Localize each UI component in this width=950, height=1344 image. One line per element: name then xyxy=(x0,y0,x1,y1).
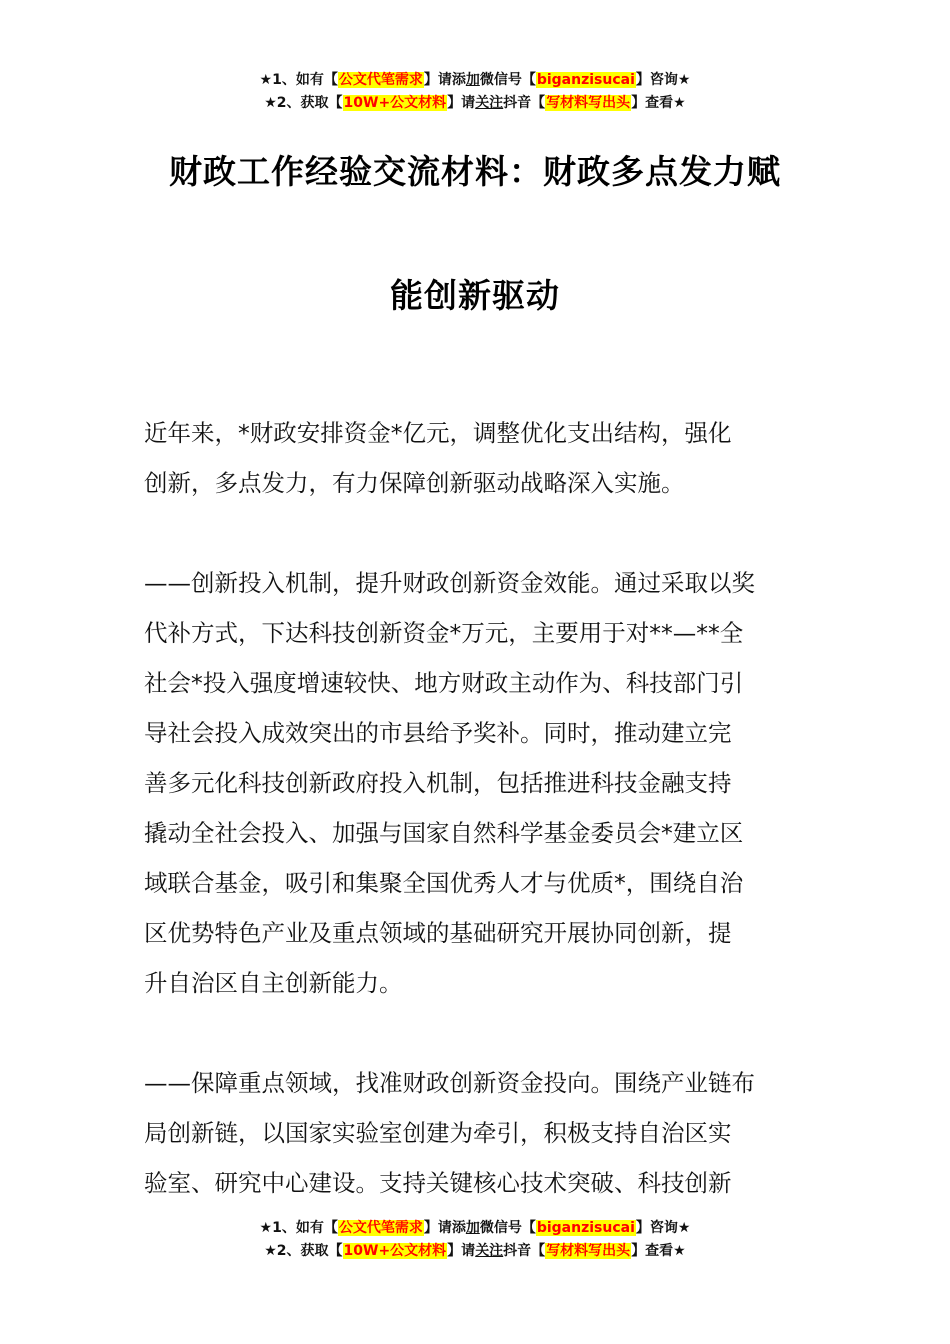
text-line: 导社会投入成效突出的市县给予奖补。同时，推动建立完 xyxy=(144,719,732,747)
text-line: 社会*投入强度增速较快、地方财政主动作为、科技部门引 xyxy=(144,669,744,697)
ad-highlight-wechat-id: biganzisucai xyxy=(536,1220,635,1236)
text-line: 代补方式，下达科技创新资金*万元，主要用于对**—**全 xyxy=(144,619,744,647)
text-line: 区优势特色产业及重点领域的基础研究开展协同创新，提 xyxy=(144,919,732,947)
ad-highlight-wechat-id: biganzisucai xyxy=(536,72,635,88)
ad-text: ★1、如有【 xyxy=(259,72,338,88)
ad-line-1 xyxy=(0,1217,950,1240)
ad-text: ★2、获取【 xyxy=(264,1243,343,1259)
ad-text: 】查看★ xyxy=(631,1243,686,1259)
text-line: 升自治区自主创新能力。 xyxy=(144,969,403,997)
document-title xyxy=(140,110,810,358)
document-body xyxy=(144,408,809,1258)
text-line: 善多元化科技创新政府投入机制，包括推进科技金融支持 xyxy=(144,769,732,797)
ad-text: 抖音【 xyxy=(503,1243,546,1259)
ad-text: 】请 xyxy=(447,95,476,111)
ad-highlight-service: 公文代笔需求 xyxy=(338,1220,423,1236)
ad-highlight-douyin: 写材料写出头 xyxy=(546,95,631,111)
text-line: 创新，多点发力，有力保障创新驱动战略深入实施。 xyxy=(144,469,685,497)
ad-highlight-douyin: 写材料写出头 xyxy=(546,1243,631,1259)
text-line: 验室、研究中心建设。支持关键核心技术突破、科技创新 xyxy=(144,1169,732,1197)
ad-text: 】请 xyxy=(447,1243,476,1259)
ad-line-2 xyxy=(0,1240,950,1263)
ad-text: 】请添 xyxy=(423,72,466,88)
bottom-ad-banner xyxy=(0,1217,950,1263)
ad-text: 】咨询★ xyxy=(635,1220,691,1236)
text-line: 撬动全社会投入、加强与国家自然科学基金委员会*建立区 xyxy=(144,819,744,847)
paragraph-investment-mechanism xyxy=(144,558,809,1008)
ad-text-underlined: 关注 xyxy=(475,95,504,111)
ad-text-underlined: 加 xyxy=(465,72,480,88)
text-line: 局创新链，以国家实验室创建为牵引，积极支持自治区实 xyxy=(144,1119,732,1147)
text-line: ——保障重点领域，找准财政创新资金投向。围绕产业链布 xyxy=(144,1069,755,1097)
ad-text: ★1、如有【 xyxy=(259,1220,338,1236)
ad-line-1 xyxy=(0,69,950,92)
ad-text: ★2、获取【 xyxy=(264,95,343,111)
ad-text-underlined: 加 xyxy=(465,1220,480,1236)
paragraph-intro xyxy=(144,408,809,508)
ad-highlight-materials: 10W+公文材料 xyxy=(343,1243,447,1259)
ad-text: 微信号【 xyxy=(479,1220,536,1236)
ad-highlight-materials: 10W+公文材料 xyxy=(343,95,447,111)
title-line-1: 财政工作经验交流材料：财政多点发力赋 xyxy=(169,152,781,191)
paragraph-key-areas xyxy=(144,1058,809,1208)
text-line: 近年来，*财政安排资金*亿元，调整优化支出结构，强化 xyxy=(144,419,732,447)
text-line: 域联合基金，吸引和集聚全国优秀人才与优质*，围绕自治 xyxy=(144,869,744,897)
ad-text: 微信号【 xyxy=(479,72,536,88)
ad-text: 抖音【 xyxy=(503,95,546,111)
top-ad-banner xyxy=(0,69,950,115)
ad-text: 】请添 xyxy=(423,1220,466,1236)
ad-text: 】咨询★ xyxy=(635,72,691,88)
ad-text-underlined: 关注 xyxy=(475,1243,504,1259)
title-line-2: 能创新驱动 xyxy=(390,276,560,315)
text-line: ——创新投入机制，提升财政创新资金效能。通过采取以奖 xyxy=(144,569,755,597)
ad-highlight-service: 公文代笔需求 xyxy=(338,72,423,88)
ad-text: 】查看★ xyxy=(631,95,686,111)
